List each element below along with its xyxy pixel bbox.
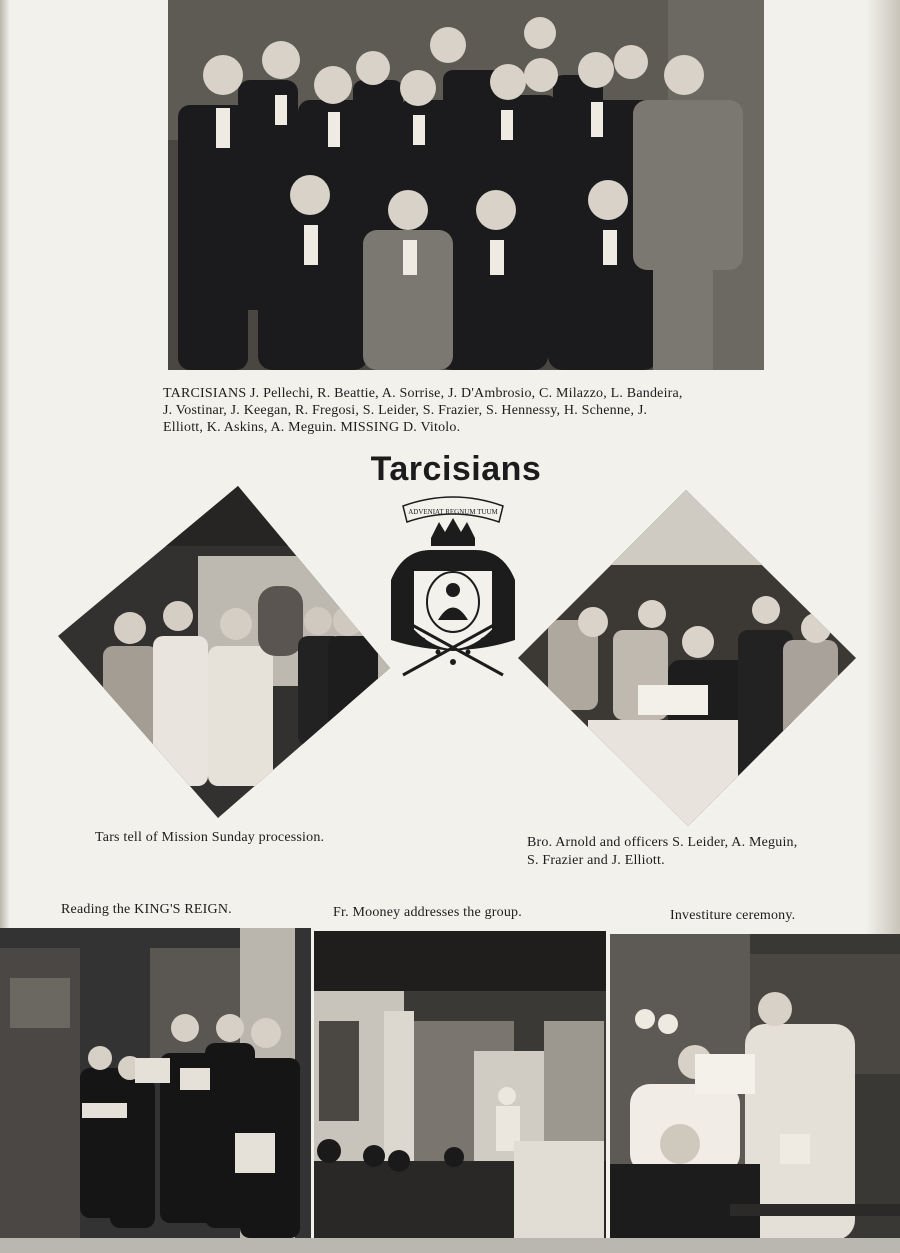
crest-banner-text: ADVENIAT REGNUM TUUM — [408, 508, 498, 516]
mooney-photo — [314, 931, 606, 1238]
officers-photo — [518, 490, 856, 826]
officers-caption-line: Bro. Arnold and officers S. Leider, A. Meguin, — [527, 835, 798, 850]
mooney-caption: Fr. Mooney addresses the group. — [333, 905, 522, 920]
investiture-photo — [610, 934, 900, 1240]
procession-photo — [58, 486, 390, 818]
reading-photo — [0, 928, 311, 1238]
investiture-caption: Investiture ceremony. — [670, 908, 796, 923]
reading-caption: Reading the KING'S REIGN. — [61, 902, 232, 917]
group-caption-line: J. Vostinar, J. Keegan, R. Fregosi, S. Leider, S. Frazier, S. Hennessy, H. Schenne, J. — [163, 403, 648, 418]
page-title: Tarcisians — [370, 450, 542, 488]
group-caption — [163, 385, 803, 436]
officers-caption-line: S. Frazier and J. Elliott. — [527, 853, 665, 868]
page-bottom-edge — [0, 1238, 900, 1253]
crest-emblem — [383, 490, 523, 690]
group-caption-line: TARCISIANS J. Pellechi, R. Beattie, A. Sorrise, J. D'Ambrosio, C. Milazzo, L. Bandeira, — [163, 386, 683, 401]
group-caption-line: Elliott, K. Askins, A. Meguin. MISSING D. Vitolo. — [163, 420, 461, 435]
officers-caption — [527, 834, 797, 870]
group-photo — [168, 0, 764, 370]
procession-caption: Tars tell of Mission Sunday procession. — [95, 830, 325, 845]
